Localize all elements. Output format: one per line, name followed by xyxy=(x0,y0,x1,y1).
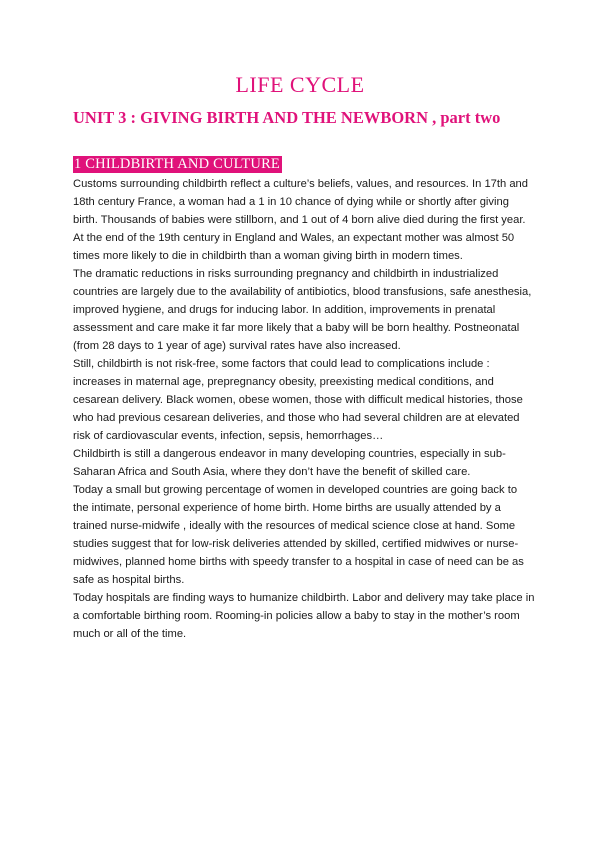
document-title: LIFE CYCLE xyxy=(235,72,365,97)
body-text xyxy=(73,175,535,643)
paragraph: Still, childbirth is not risk-free, some factors that could lead to complications include : increases in maternal age, prepregnancy obesity, preexisting medical conditions, and cesarean delivery. Black women, obese women, those with difficult medical histories, those who had previous cesarean deliveries, and those who had several children are at elevated risk of cardiovascular events, infection, sepsis, hemorrhages… xyxy=(73,358,523,442)
paragraph: Today a small but growing percentage of women in developed countries are going back to the intimate, personal experience of home birth. Home births are usually attended by a trained nurse-midwife , ideally with the resources of medical science close at hand. Some studies suggest that for low-risk deliveries attended by skilled, certified midwives or nurse-midwives, planned home births with speedy transfer to a hospital in case of need can be as safe as hospital births. xyxy=(73,484,524,586)
paragraph: Customs surrounding childbirth reflect a culture’s beliefs, values, and resources. In 17th and 18th century France, a woman had a 1 in 10 chance of dying while or shortly after giving birth. Thousands of babies were stillborn, and 1 out of 4 born alive died during the first year. At the end of the 19th century in England and Wales, an expectant mother was almost 50 times more likely to die in childbirth than a woman giving birth in modern times. xyxy=(73,178,528,262)
section-heading: 1 CHILDBIRTH AND CULTURE xyxy=(74,156,280,172)
paragraph: The dramatic reductions in risks surrounding pregnancy and childbirth in industrialized countries are largely due to the availability of antibiotics, blood transfusions, safe anesthesia, improved hygiene, and drugs for inducing labor. In addition, improvements in prenatal assessment and care make it far more likely that a baby will be born healthy. Postneonatal (from 28 days to 1 year of age) survival rates have also increased. xyxy=(73,268,532,352)
paragraph: Today hospitals are finding ways to humanize childbirth. Labor and delivery may take place in a comfortable birthing room. Rooming-in policies allow a baby to stay in the mother’s room much or all of the time. xyxy=(73,592,535,640)
paragraph: Childbirth is still a dangerous endeavor in many developing countries, especially in sub-Saharan Africa and South Asia, where they don’t have the benefit of skilled care. xyxy=(73,448,506,478)
unit-title: UNIT 3 : GIVING BIRTH AND THE NEWBORN , part two xyxy=(73,108,501,127)
